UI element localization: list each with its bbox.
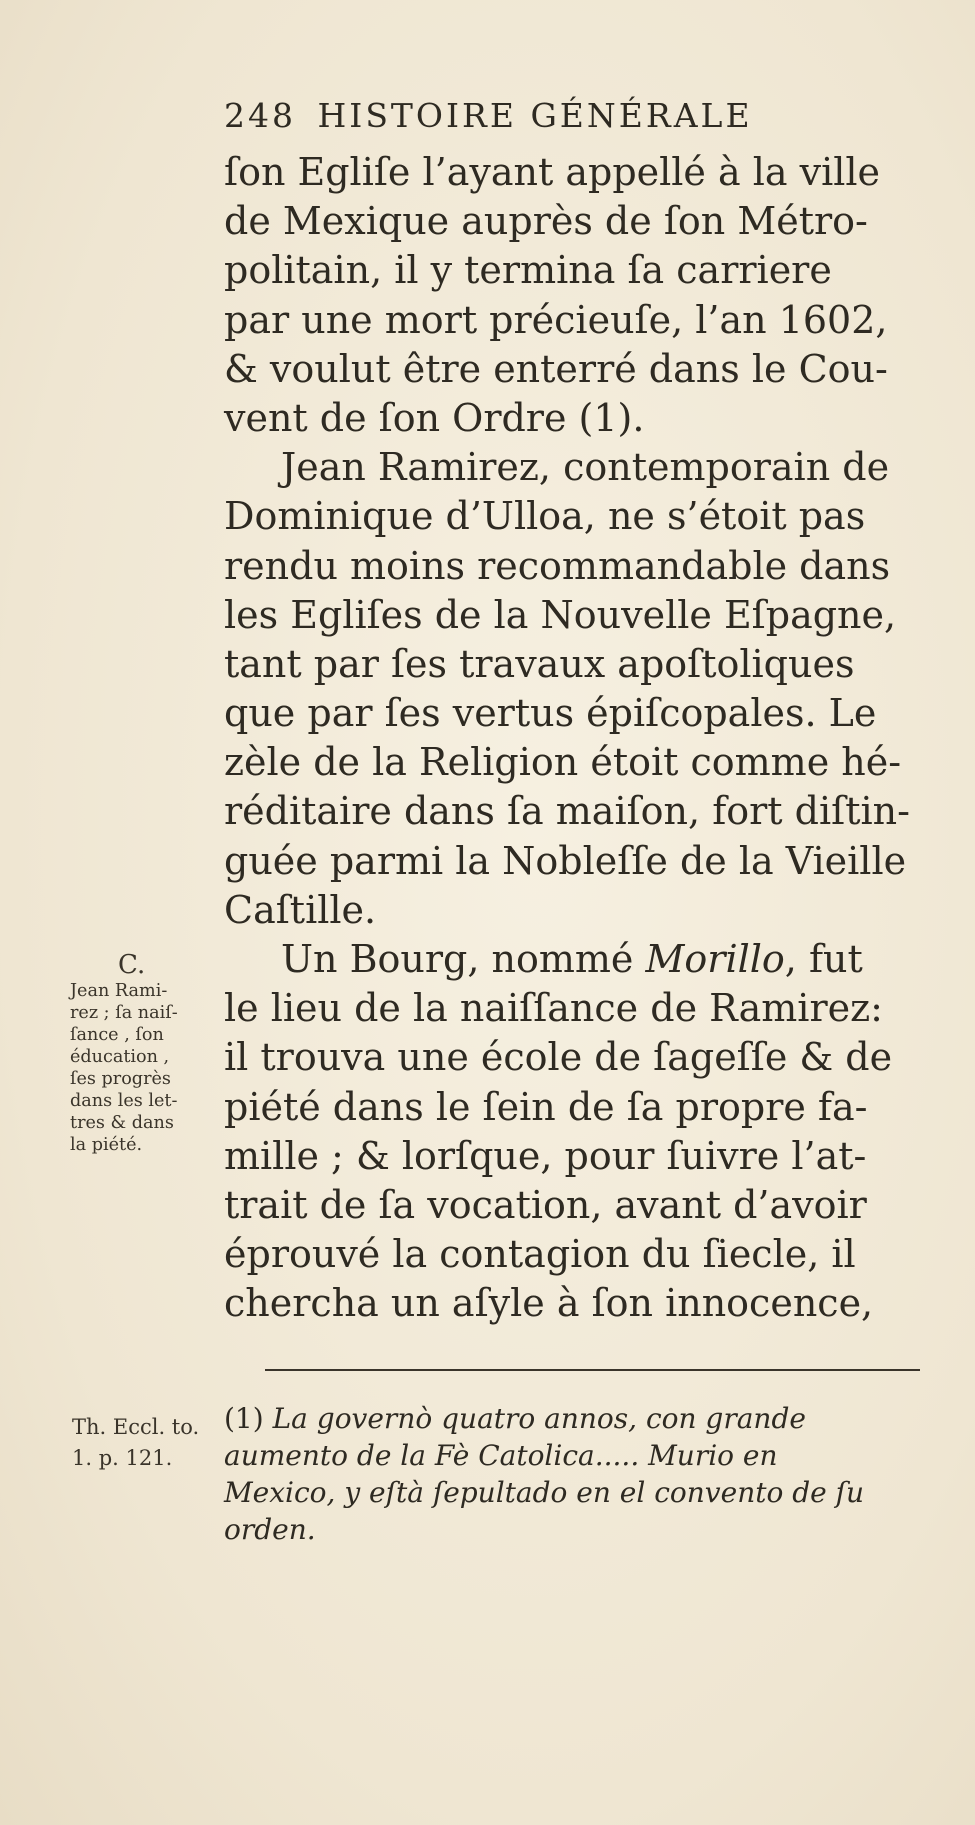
- margin-line: dans les let-: [70, 1091, 178, 1111]
- source-line: Th. Eccl. to.: [72, 1415, 200, 1439]
- text-fragment: Un Bourg, nommé: [281, 937, 646, 981]
- text-line: zèle de la Religion étoit comme hé-: [224, 740, 902, 785]
- footnote-source: [72, 1412, 222, 1474]
- footnote-line: [224, 1400, 924, 1437]
- text-line: guée parmi la Nobleſſe de la Vieille: [224, 838, 907, 883]
- text-line: & voulut être enterré dans le Cou-: [224, 346, 888, 391]
- text-line: il trouva une école de ſageſſe & de: [224, 1035, 893, 1080]
- footnote-line: orden.: [224, 1513, 316, 1546]
- text-line: ſon Egliſe l’ayant appellé à la ville: [224, 150, 881, 194]
- text-line: piété dans le ſein de ſa propre fa-: [224, 1084, 868, 1129]
- text-line: [224, 935, 924, 984]
- place-name: Morillo: [645, 937, 785, 981]
- margin-line: la piété.: [70, 1135, 143, 1155]
- source-line: 1. p. 121.: [72, 1446, 173, 1470]
- margin-line: Jean Rami-: [70, 981, 168, 1001]
- text-line: Jean Ramirez, contemporain de: [281, 445, 890, 490]
- footnote-line: aumento de la Fè Catolica..... Murio en: [224, 1439, 778, 1472]
- text-line: par une mort précieuſe, l’an 1602,: [224, 297, 888, 342]
- running-head: [224, 96, 924, 146]
- text-line: politain, il y termina ſa carriere: [224, 248, 832, 293]
- footnote-marker: (1): [224, 1402, 264, 1435]
- margin-line: ſance , ſon: [70, 1025, 164, 1045]
- footnote-line: Mexico, y eſtà ſepultado en el convento de ſu: [224, 1476, 865, 1509]
- text-line: éprouvé la contagion du ſiecle, il: [224, 1232, 856, 1277]
- text-line: trait de ſa vocation, avant d’avoir: [224, 1182, 867, 1227]
- text-line: le lieu de la naiſſance de Ramirez:: [224, 986, 883, 1031]
- text-line: mille ; & lorſque, pour ſuivre l’at-: [224, 1133, 867, 1178]
- margin-line: rez ; ſa naiſ-: [70, 1003, 178, 1023]
- margin-line: ſes progrès: [70, 1069, 171, 1089]
- text-line: Caſtille.: [224, 887, 377, 932]
- margin-note: [70, 950, 222, 1156]
- text-line: que par ſes vertus épiſcopales. Le: [224, 691, 877, 736]
- text-line: vent de ſon Ordre (1).: [224, 395, 645, 440]
- margin-line: éducation ,: [70, 1047, 170, 1067]
- text-line: de Mexique auprès de ſon Métro-: [224, 199, 868, 244]
- margin-line: tres & dans: [70, 1113, 174, 1133]
- footnote-rule: [265, 1369, 920, 1371]
- main-text: [224, 148, 924, 1329]
- running-title: HISTOIRE GÉNÉRALE: [317, 96, 753, 135]
- text-line: Dominique d’Ulloa, ne s’étoit pas: [224, 494, 866, 539]
- text-line: rendu moins recommandable dans: [224, 543, 891, 588]
- text-fragment: , fut: [784, 937, 863, 981]
- margin-letter: C.: [118, 950, 146, 980]
- text-line: réditaire dans ſa maiſon, fort diſtin-: [224, 789, 910, 834]
- text-line: tant par ſes travaux apoſtoliques: [224, 641, 855, 686]
- text-line: les Egliſes de la Nouvelle Eſpagne,: [224, 592, 897, 637]
- footnote-text: La governò quatro annos, con grande: [272, 1402, 806, 1435]
- footnote: [224, 1400, 924, 1548]
- text-line: chercha un aſyle à ſon innocence,: [224, 1281, 874, 1326]
- page-number: 248: [224, 96, 296, 135]
